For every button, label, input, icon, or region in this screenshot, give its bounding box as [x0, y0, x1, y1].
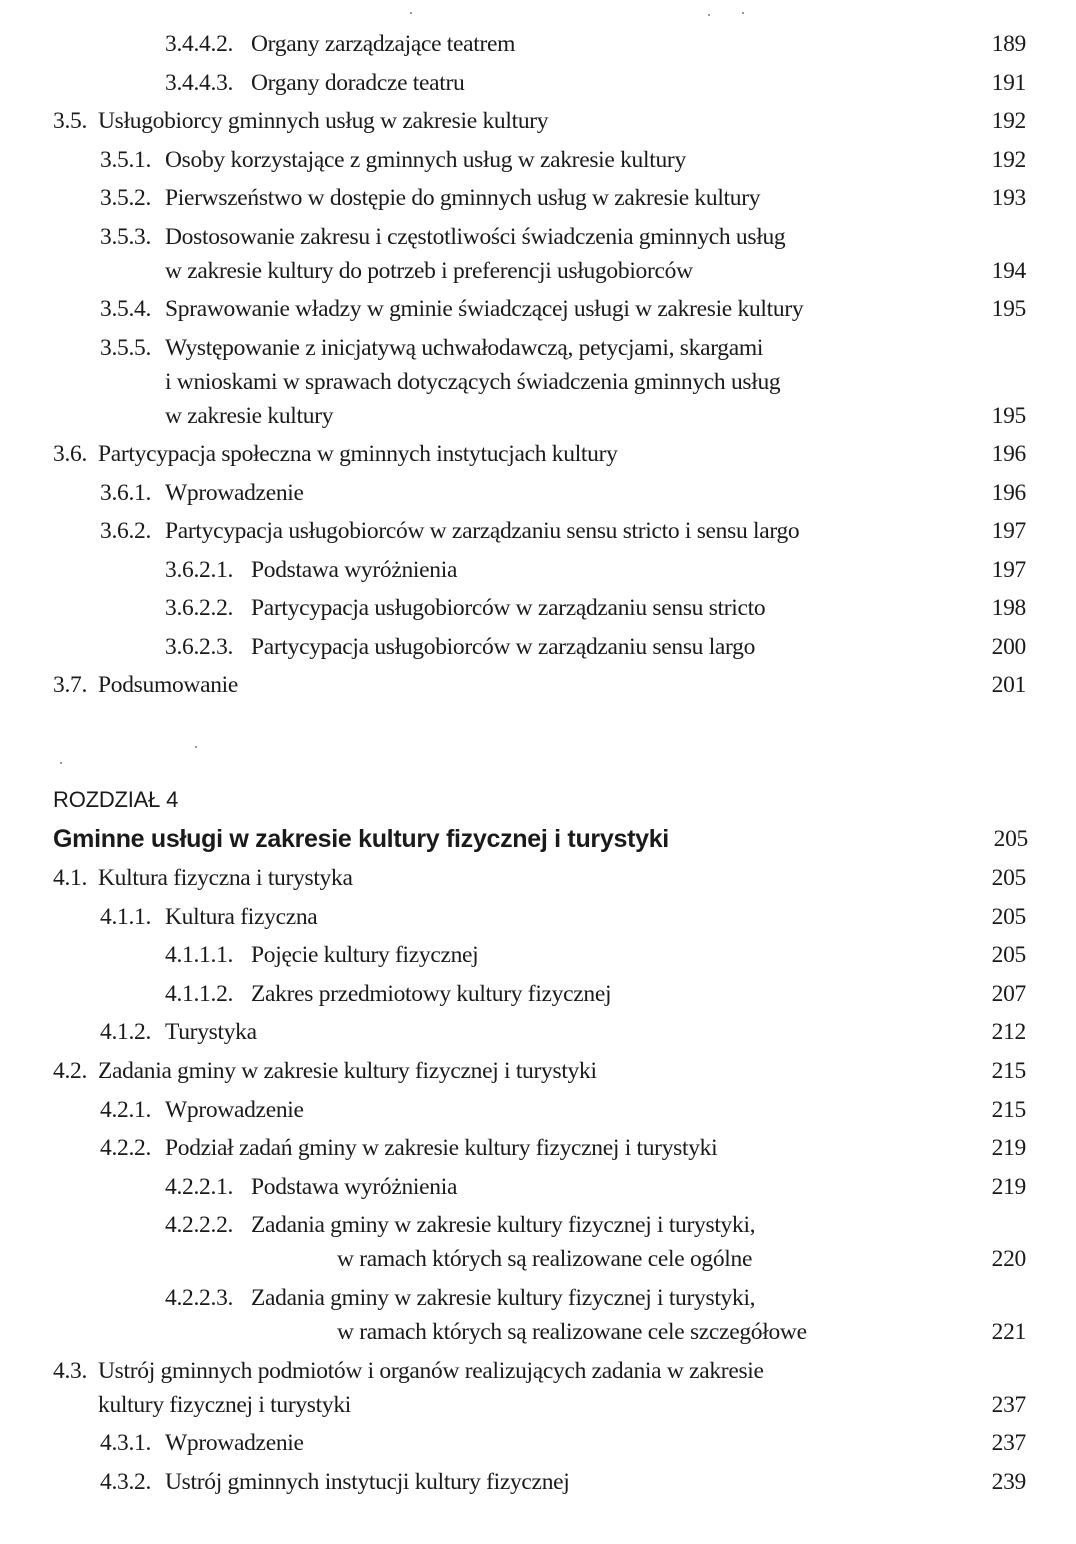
- toc-entry-title: [251, 1208, 755, 1276]
- chapter-title: Gminne usługi w zakresie kultury fizycznej i turystyki: [53, 825, 669, 853]
- toc-entry-page-number: 197: [991, 556, 1026, 583]
- toc-entry[interactable]: [0, 143, 1076, 177]
- toc-entry-page-number: 219: [991, 1135, 1026, 1162]
- toc-entry-number: 3.6.1.: [100, 479, 152, 506]
- toc-entry-title-line: i wnioskami w sprawach dotyczących świadczenia gminnych usług: [165, 368, 781, 395]
- scan-speck: [742, 12, 744, 14]
- toc-entry-title-line: Pierwszeństwo w dostępie do gminnych usług w zakresie kultury: [165, 185, 761, 211]
- toc-entry-title: [251, 553, 457, 587]
- toc-entry-page-number: 197: [991, 518, 1026, 544]
- toc-entry-title-line: Partycypacja usługobiorców w zarządzaniu sensu stricto i sensu largo: [165, 518, 800, 544]
- toc-entry-title-line: Podział zadań gminy w zakresie kultury fizycznej i turystyki: [165, 1135, 718, 1162]
- toc-entry-page-number: 194: [991, 257, 1026, 284]
- toc-entry[interactable]: [0, 938, 1076, 972]
- toc-entry[interactable]: [0, 104, 1076, 138]
- toc-entry-title-line: Kultura fizyczna: [165, 903, 318, 930]
- toc-entry-title-line: Sprawowanie władzy w gminie świadczącej usługi w zakresie kultury: [165, 296, 804, 322]
- toc-entry-title-line: Usługobiorcy gminnych usług w zakresie kultury: [98, 108, 549, 134]
- toc-entry-title-line: Zakres przedmiotowy kultury fizycznej: [251, 980, 612, 1007]
- toc-entry-number: 4.3.1.: [100, 1430, 152, 1457]
- toc-entry[interactable]: [0, 181, 1076, 215]
- toc-entry-number: 4.1.: [53, 865, 88, 891]
- toc-entry-number: 3.5.3.: [100, 223, 152, 250]
- toc-entry-title-line: Wprowadzenie: [165, 479, 304, 506]
- toc-entry-title: [98, 1054, 597, 1088]
- toc-entry-page-number: 212: [991, 1019, 1026, 1046]
- toc-entry-page-number: 196: [991, 479, 1026, 506]
- toc-entry-number: 3.7.: [53, 672, 88, 698]
- toc-entry[interactable]: [0, 591, 1076, 625]
- toc-entry-title: [165, 331, 780, 433]
- toc-entry-title: [251, 1281, 807, 1349]
- toc-entry-number: 4.2.2.1.: [165, 1173, 234, 1200]
- toc-entry-title: [251, 977, 611, 1011]
- toc-entry[interactable]: [0, 630, 1076, 664]
- toc-entry-title: [165, 476, 304, 510]
- toc-entry[interactable]: [0, 1093, 1076, 1127]
- toc-entry[interactable]: [0, 1131, 1076, 1165]
- chapter-label: ROZDZIAŁ 4: [53, 787, 179, 812]
- toc-entry-title: [165, 1131, 717, 1165]
- toc-entry[interactable]: [0, 1054, 1076, 1088]
- toc-entry-number: 4.2.2.2.: [165, 1212, 234, 1239]
- toc-entry-title: [98, 861, 353, 895]
- toc-entry-number: 3.6.2.2.: [165, 595, 234, 621]
- toc-entry-title: [98, 104, 548, 138]
- toc-entry-title-line: w ramach których są realizowane cele szczegółowe: [337, 1319, 807, 1345]
- toc-entry-title: [165, 220, 785, 288]
- scan-speck: [60, 762, 62, 764]
- toc-entry-number: 3.6.: [53, 441, 88, 467]
- toc-entry-number: 3.6.2.: [100, 518, 152, 544]
- toc-entry-title: [165, 181, 760, 215]
- toc-entry-title-line: Partycypacja społeczna w gminnych instytucjach kultury: [98, 441, 618, 467]
- toc-entry-title-line: Wprowadzenie: [165, 1096, 304, 1123]
- toc-entry-page-number: 219: [991, 1173, 1026, 1200]
- toc-entry-page-number: 205: [991, 903, 1026, 930]
- toc-entry-title-line: Wprowadzenie: [165, 1430, 304, 1457]
- toc-entry-number: 4.1.2.: [100, 1019, 152, 1046]
- toc-entry-number: 4.2.1.: [100, 1096, 152, 1123]
- toc-entry[interactable]: [0, 514, 1076, 548]
- toc-entry-title: [98, 668, 238, 702]
- toc-entry[interactable]: [0, 1465, 1076, 1499]
- chapter-page-number: 205: [993, 826, 1028, 852]
- toc-entry-title-line: w zakresie kultury do potrzeb i preferencji usługobiorców: [165, 257, 693, 284]
- toc-entry-page-number: 195: [991, 402, 1026, 429]
- toc-entry-title: [165, 1093, 304, 1127]
- toc-entry-number: 3.5.: [53, 108, 88, 134]
- toc-entry-title-line: Zadania gminy w zakresie kultury fizycznej i turystyki,: [251, 1285, 756, 1311]
- toc-entry-page-number: 220: [991, 1246, 1026, 1273]
- toc-entry-title: [251, 630, 755, 664]
- toc-entry-title-line: Osoby korzystające z gminnych usług w zakresie kultury: [165, 146, 686, 173]
- toc-entry-number: 3.6.2.3.: [165, 633, 234, 660]
- toc-entry-number: 4.3.: [53, 1357, 88, 1384]
- toc-entry-title: [165, 514, 799, 548]
- toc-entry-title-line: Zadania gminy w zakresie kultury fizycznej i turystyki: [98, 1058, 597, 1084]
- scan-speck: [195, 746, 197, 748]
- toc-entry-page-number: 192: [991, 146, 1026, 173]
- toc-entry-number: 4.1.1.: [100, 903, 152, 930]
- chapter-title-row[interactable]: [53, 821, 1028, 857]
- toc-entry-title: [165, 292, 803, 326]
- toc-entry-title: [251, 1170, 457, 1204]
- toc-entry-title-line: Zadania gminy w zakresie kultury fizycznej i turystyki,: [251, 1212, 756, 1239]
- toc-entry[interactable]: [0, 437, 1076, 471]
- toc-entry-title: [98, 1354, 764, 1422]
- toc-entry[interactable]: [0, 1354, 1076, 1422]
- toc-entry-number: 3.5.5.: [100, 334, 152, 361]
- toc-entry-title: [165, 143, 686, 177]
- toc-entry-title: [165, 1426, 304, 1460]
- toc-entry-title-line: Partycypacja usługobiorców w zarządzaniu sensu largo: [251, 633, 756, 660]
- toc-entry[interactable]: [0, 1281, 1076, 1349]
- toc-entry-page-number: 205: [991, 942, 1026, 969]
- toc-entry-title-line: Ustrój gminnych podmiotów i organów realizujących zadania w zakresie: [98, 1357, 764, 1384]
- toc-entry[interactable]: [0, 900, 1076, 934]
- toc-entry-number: 3.5.4.: [100, 296, 152, 322]
- toc-entry-page-number: 215: [991, 1096, 1026, 1123]
- toc-entry-title-line: Pojęcie kultury fizycznej: [251, 942, 479, 969]
- toc-entry-number: 3.6.2.1.: [165, 556, 234, 583]
- toc-entry-title: [165, 1015, 257, 1049]
- toc-entry-title-line: Podstawa wyróżnienia: [251, 1173, 458, 1200]
- toc-entry[interactable]: [0, 1015, 1076, 1049]
- toc-entry[interactable]: [0, 1426, 1076, 1460]
- toc-entry[interactable]: [0, 1208, 1076, 1276]
- toc-entry-title-line: Kultura fizyczna i turystyka: [98, 865, 353, 891]
- toc-entry-title: [251, 27, 515, 61]
- toc-entry-number: 3.5.2.: [100, 185, 152, 211]
- toc-entry-title-line: Organy zarządzające teatrem: [251, 31, 516, 57]
- toc-entry-title: [251, 938, 478, 972]
- toc-entry-number: 4.1.1.1.: [165, 942, 234, 969]
- toc-entry-title: [98, 437, 618, 471]
- toc-entry[interactable]: [0, 861, 1076, 895]
- toc-entry[interactable]: [0, 553, 1076, 587]
- toc-entry-title-line: Turystyka: [165, 1019, 257, 1046]
- toc-entry-page-number: 200: [991, 633, 1026, 660]
- scan-speck: [708, 14, 710, 16]
- toc-entry-number: 4.2.2.3.: [165, 1285, 234, 1311]
- toc-entry-page-number: 192: [991, 108, 1026, 134]
- toc-entry-page-number: 237: [991, 1430, 1026, 1457]
- toc-entry[interactable]: [0, 66, 1076, 100]
- toc-entry-title-line: w zakresie kultury: [165, 402, 334, 429]
- toc-entry-number: 3.4.4.2.: [165, 31, 234, 57]
- toc-entry-title-line: kultury fizycznej i turystyki: [98, 1391, 352, 1418]
- toc-entry[interactable]: [0, 1170, 1076, 1204]
- toc-entry[interactable]: [0, 331, 1076, 433]
- toc-entry[interactable]: [0, 27, 1076, 61]
- toc-entry-number: 4.1.1.2.: [165, 980, 234, 1007]
- toc-entry-number: 3.4.4.3.: [165, 69, 234, 96]
- toc-entry-title-line: Dostosowanie zakresu i częstotliwości świadczenia gminnych usług: [165, 223, 786, 250]
- toc-entry-number: 4.3.2.: [100, 1468, 152, 1495]
- toc-entry-page-number: 189: [991, 31, 1026, 57]
- toc-entry-page-number: 205: [991, 865, 1026, 891]
- toc-entry-title-line: Organy doradcze teatru: [251, 69, 465, 96]
- toc-entry-title-line: Partycypacja usługobiorców w zarządzaniu sensu stricto: [251, 595, 766, 621]
- toc-entry-title-line: Podsumowanie: [98, 672, 239, 698]
- toc-entry-title-line: w ramach których są realizowane cele ogólne: [337, 1246, 753, 1273]
- toc-entry-title: [165, 900, 317, 934]
- toc-entry-title: [251, 591, 765, 625]
- toc-entry[interactable]: [0, 292, 1076, 326]
- toc-entry-title-line: Występowanie z inicjatywą uchwałodawczą, petycjami, skargami: [165, 334, 764, 361]
- toc-entry-number: 3.5.1.: [100, 146, 152, 173]
- toc-entry-page-number: 207: [991, 980, 1026, 1007]
- toc-entry-page-number: 198: [991, 595, 1026, 621]
- toc-entry-number: 4.2.2.: [100, 1135, 152, 1162]
- toc-entry[interactable]: [0, 476, 1076, 510]
- toc-entry-title: [165, 1465, 570, 1499]
- scan-speck: [410, 12, 412, 14]
- toc-entry-page-number: 237: [991, 1391, 1026, 1418]
- toc-entry-page-number: 196: [991, 441, 1026, 467]
- toc-entry[interactable]: [0, 220, 1076, 288]
- toc-entry-page-number: 193: [991, 185, 1026, 211]
- toc-entry-title: [251, 66, 465, 100]
- toc-entry-page-number: 191: [991, 69, 1026, 96]
- toc-entry-page-number: 239: [991, 1468, 1026, 1495]
- toc-entry-page-number: 221: [991, 1319, 1026, 1345]
- toc-entry-page-number: 201: [991, 672, 1026, 698]
- toc-entry-number: 4.2.: [53, 1058, 88, 1084]
- toc-entry[interactable]: [0, 668, 1076, 702]
- toc-entry[interactable]: [0, 977, 1076, 1011]
- toc-entry-page-number: 195: [991, 296, 1026, 322]
- toc-entry-title-line: Ustrój gminnych instytucji kultury fizycznej: [165, 1468, 570, 1495]
- toc-entry-title-line: Podstawa wyróżnienia: [251, 556, 458, 583]
- toc-entry-page-number: 215: [991, 1058, 1026, 1084]
